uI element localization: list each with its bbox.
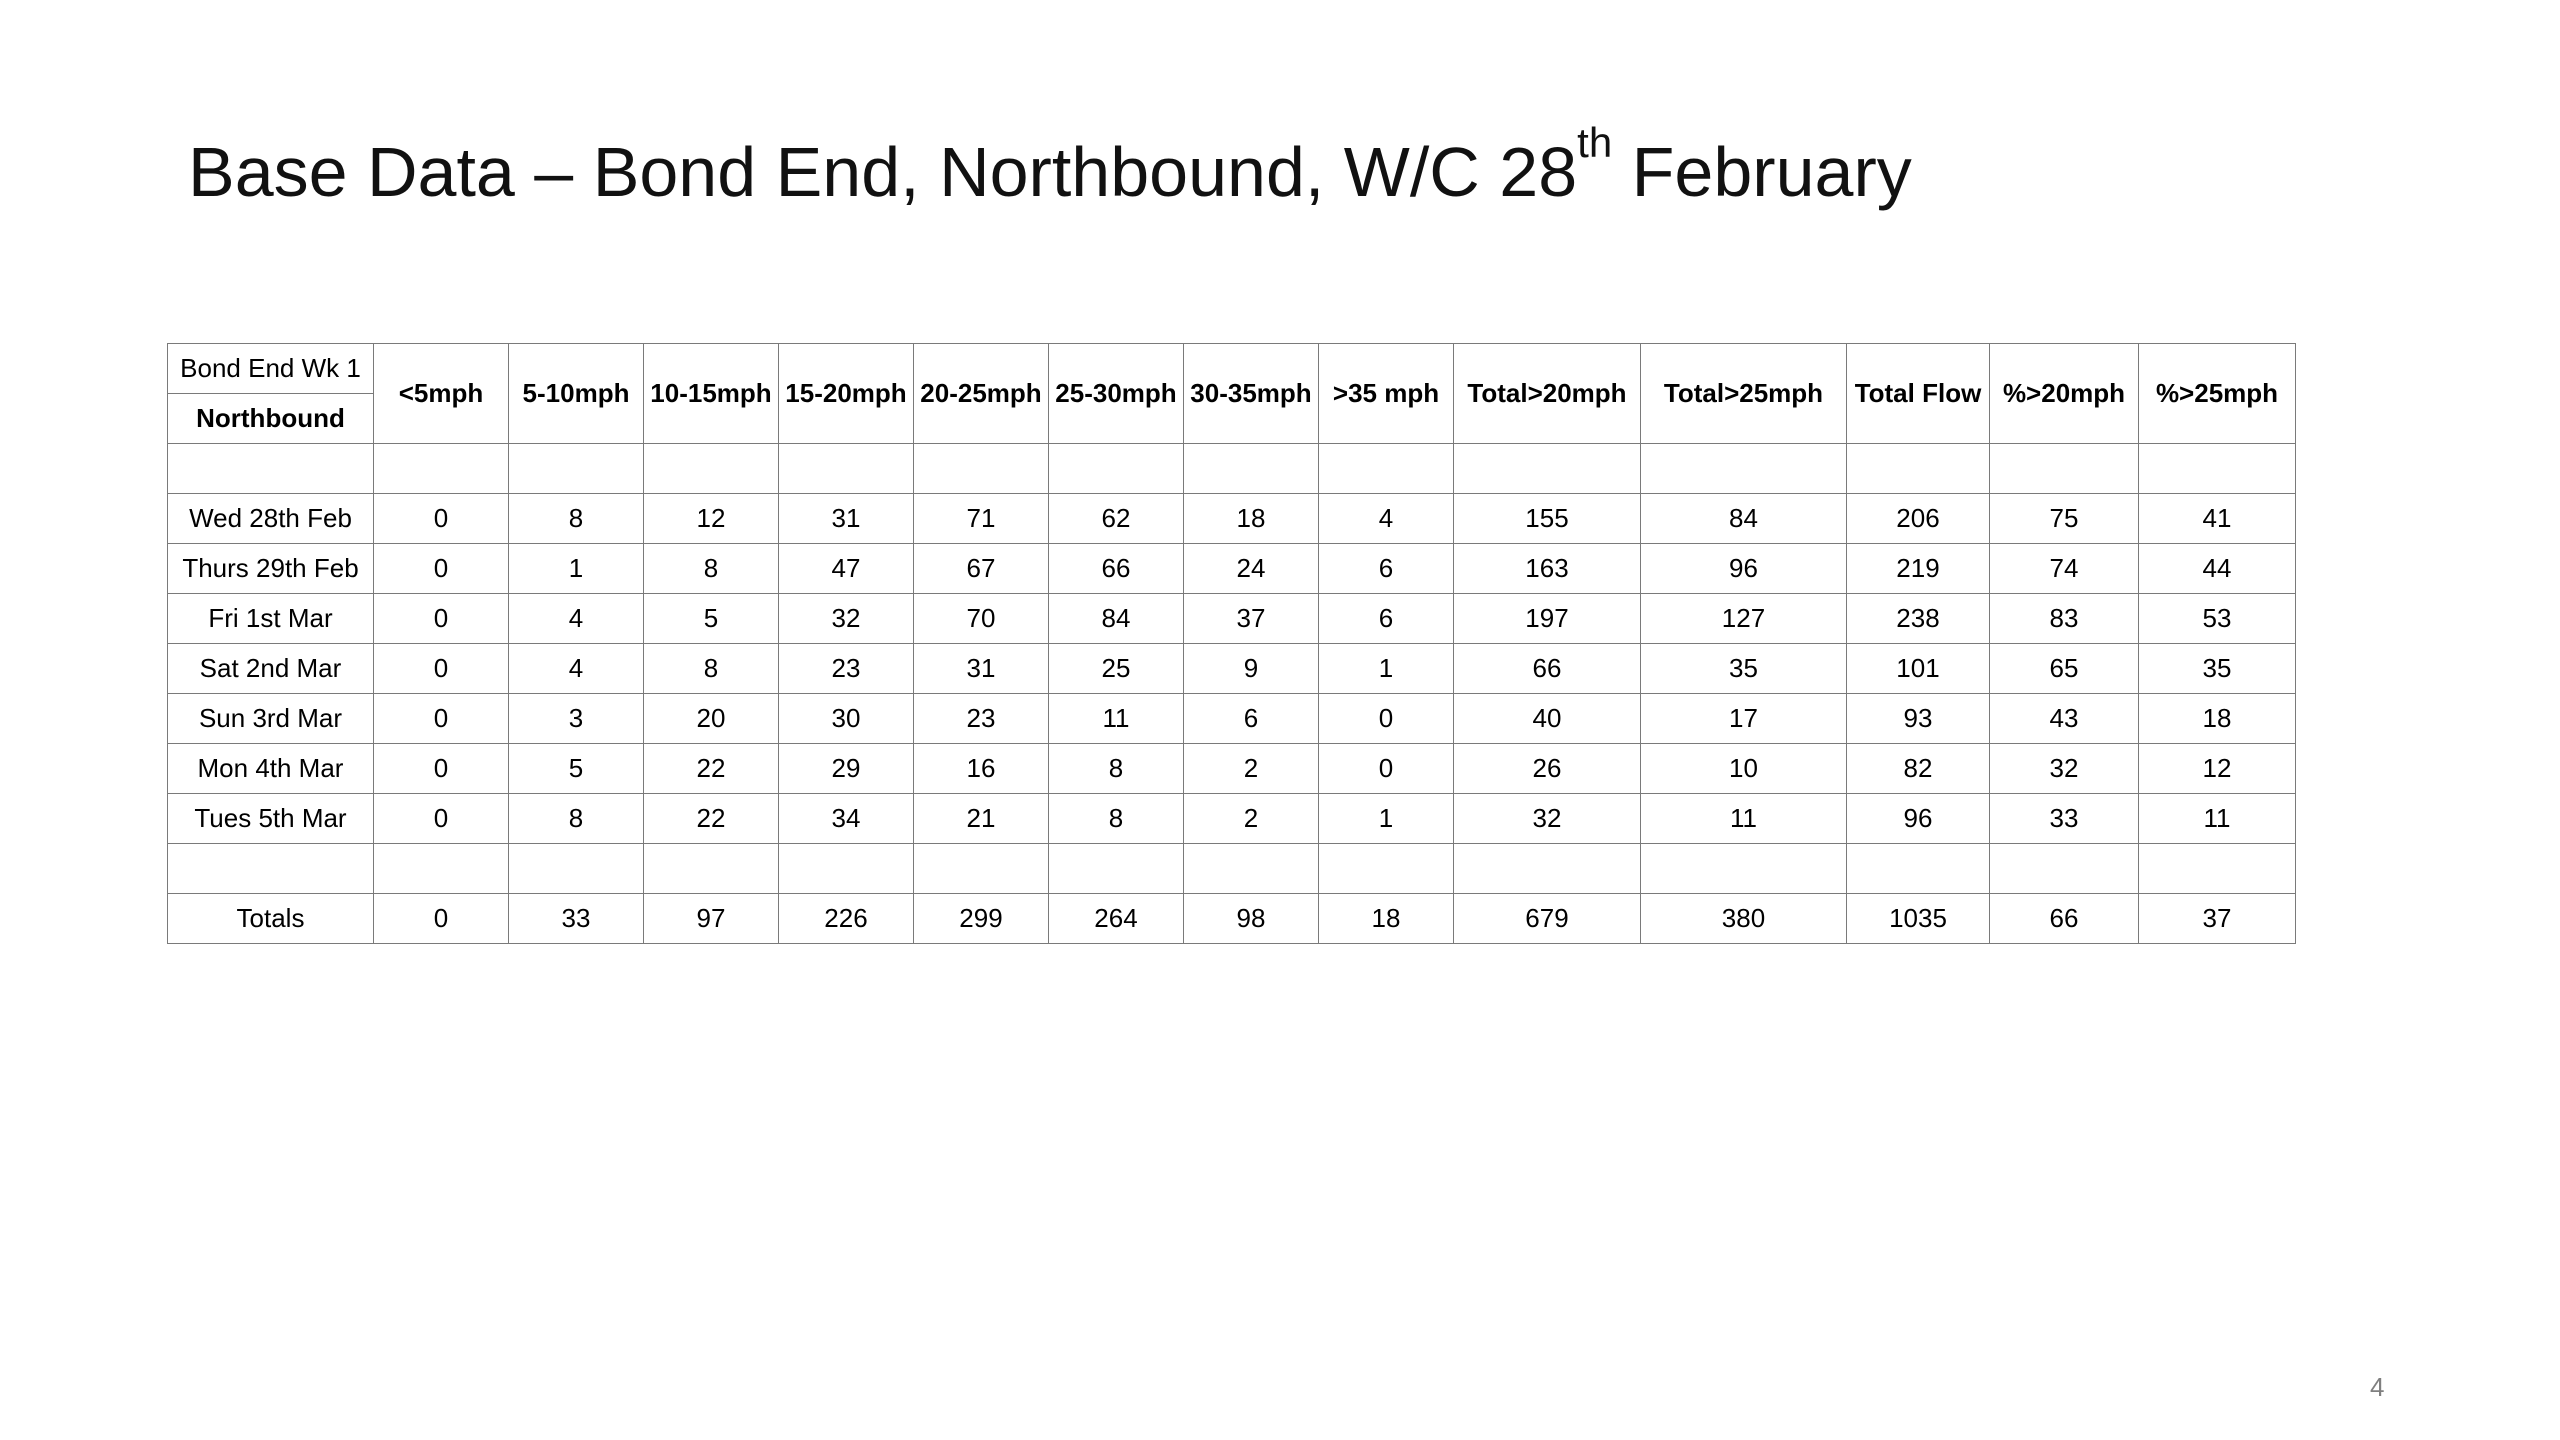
total-cell: 37 <box>2139 894 2296 944</box>
data-cell: 18 <box>1184 494 1319 544</box>
data-cell: 0 <box>374 594 509 644</box>
data-cell: 2 <box>1184 744 1319 794</box>
table-row <box>168 694 2296 744</box>
data-cell: 4 <box>509 644 644 694</box>
empty-cell <box>914 444 1049 494</box>
data-cell: 238 <box>1847 594 1990 644</box>
column-header: Total>25mph <box>1641 344 1847 444</box>
empty-cell <box>509 844 644 894</box>
table-footer <box>168 844 2296 944</box>
data-cell: 0 <box>1319 744 1454 794</box>
data-cell: 30 <box>779 694 914 744</box>
data-cell: 29 <box>779 744 914 794</box>
empty-cell <box>1641 844 1847 894</box>
data-cell: 75 <box>1990 494 2139 544</box>
data-cell: 82 <box>1847 744 1990 794</box>
table-header <box>168 344 2296 444</box>
data-cell: 37 <box>1184 594 1319 644</box>
column-header: Total Flow <box>1847 344 1990 444</box>
data-cell: 32 <box>779 594 914 644</box>
data-cell: 219 <box>1847 544 1990 594</box>
total-cell: 33 <box>509 894 644 944</box>
total-cell: 679 <box>1454 894 1641 944</box>
data-cell: 2 <box>1184 794 1319 844</box>
empty-cell <box>1641 444 1847 494</box>
data-cell: 21 <box>914 794 1049 844</box>
total-cell: 264 <box>1049 894 1184 944</box>
data-cell: 23 <box>779 644 914 694</box>
empty-cell <box>1184 444 1319 494</box>
table-row <box>168 644 2296 694</box>
empty-cell <box>644 444 779 494</box>
row-label: Tues 5th Mar <box>168 794 374 844</box>
column-header: 20-25mph <box>914 344 1049 444</box>
column-header: 15-20mph <box>779 344 914 444</box>
empty-cell <box>779 844 914 894</box>
data-cell: 26 <box>1454 744 1641 794</box>
column-header: %>20mph <box>1990 344 2139 444</box>
data-cell: 17 <box>1641 694 1847 744</box>
data-cell: 44 <box>2139 544 2296 594</box>
empty-cell <box>1319 444 1454 494</box>
data-cell: 5 <box>509 744 644 794</box>
table-row <box>168 594 2296 644</box>
data-cell: 31 <box>779 494 914 544</box>
data-cell: 35 <box>1641 644 1847 694</box>
data-rows <box>168 494 2296 844</box>
spacer-row <box>168 444 2296 494</box>
empty-cell <box>1847 444 1990 494</box>
empty-cell <box>1049 844 1184 894</box>
total-cell: 97 <box>644 894 779 944</box>
row-label: Wed 28th Feb <box>168 494 374 544</box>
data-cell: 0 <box>374 494 509 544</box>
data-cell: 70 <box>914 594 1049 644</box>
total-cell: 299 <box>914 894 1049 944</box>
data-cell: 43 <box>1990 694 2139 744</box>
data-cell: 32 <box>1454 794 1641 844</box>
title-suffix: February <box>1612 133 1912 211</box>
data-cell: 33 <box>1990 794 2139 844</box>
data-cell: 96 <box>1641 544 1847 594</box>
row-label: Sat 2nd Mar <box>168 644 374 694</box>
total-cell: 226 <box>779 894 914 944</box>
column-header: 5-10mph <box>509 344 644 444</box>
data-cell: 18 <box>2139 694 2296 744</box>
row-label: Thurs 29th Feb <box>168 544 374 594</box>
data-cell: 0 <box>1319 694 1454 744</box>
column-header: Total>20mph <box>1454 344 1641 444</box>
data-cell: 101 <box>1847 644 1990 694</box>
speed-data-table <box>167 343 2296 944</box>
data-cell: 96 <box>1847 794 1990 844</box>
data-cell: 11 <box>1641 794 1847 844</box>
total-cell: 1035 <box>1847 894 1990 944</box>
data-cell: 66 <box>1049 544 1184 594</box>
data-cell: 8 <box>509 794 644 844</box>
column-header: %>25mph <box>2139 344 2296 444</box>
table-row <box>168 544 2296 594</box>
empty-cell <box>374 444 509 494</box>
empty-cell <box>1184 844 1319 894</box>
data-cell: 23 <box>914 694 1049 744</box>
data-cell: 10 <box>1641 744 1847 794</box>
row-label: Sun 3rd Mar <box>168 694 374 744</box>
data-cell: 8 <box>644 644 779 694</box>
data-cell: 62 <box>1049 494 1184 544</box>
data-cell: 3 <box>509 694 644 744</box>
data-cell: 4 <box>509 594 644 644</box>
empty-cell <box>644 844 779 894</box>
data-cell: 16 <box>914 744 1049 794</box>
data-cell: 197 <box>1454 594 1641 644</box>
empty-cell <box>1990 844 2139 894</box>
data-cell: 127 <box>1641 594 1847 644</box>
data-cell: 6 <box>1319 544 1454 594</box>
column-header: 10-15mph <box>644 344 779 444</box>
empty-cell <box>168 444 374 494</box>
data-cell: 67 <box>914 544 1049 594</box>
data-cell: 155 <box>1454 494 1641 544</box>
data-cell: 6 <box>1184 694 1319 744</box>
data-cell: 1 <box>1319 794 1454 844</box>
data-cell: 163 <box>1454 544 1641 594</box>
slide-title <box>188 119 1912 216</box>
column-header: >35 mph <box>1319 344 1454 444</box>
title-main: Base Data – Bond End, Northbound, W/C 28 <box>188 133 1578 211</box>
data-cell: 8 <box>644 544 779 594</box>
column-header: <5mph <box>374 344 509 444</box>
total-cell: 380 <box>1641 894 1847 944</box>
data-cell: 0 <box>374 794 509 844</box>
empty-cell <box>2139 844 2296 894</box>
empty-cell <box>914 844 1049 894</box>
data-cell: 74 <box>1990 544 2139 594</box>
data-cell: 4 <box>1319 494 1454 544</box>
table-body <box>168 444 2296 494</box>
data-cell: 22 <box>644 794 779 844</box>
row-label-header-line2: Northbound <box>168 394 374 444</box>
data-cell: 84 <box>1641 494 1847 544</box>
totals-row <box>168 894 2296 944</box>
data-cell: 11 <box>1049 694 1184 744</box>
data-cell: 12 <box>644 494 779 544</box>
title-superscript: th <box>1577 119 1613 166</box>
empty-cell <box>1990 444 2139 494</box>
data-cell: 8 <box>509 494 644 544</box>
empty-cell <box>1049 444 1184 494</box>
data-cell: 0 <box>374 694 509 744</box>
column-header: 30-35mph <box>1184 344 1319 444</box>
row-label: Mon 4th Mar <box>168 744 374 794</box>
data-cell: 12 <box>2139 744 2296 794</box>
data-cell: 31 <box>914 644 1049 694</box>
data-cell: 71 <box>914 494 1049 544</box>
data-cell: 8 <box>1049 744 1184 794</box>
data-cell: 8 <box>1049 794 1184 844</box>
row-label: Fri 1st Mar <box>168 594 374 644</box>
data-cell: 25 <box>1049 644 1184 694</box>
data-cell: 6 <box>1319 594 1454 644</box>
data-cell: 0 <box>374 544 509 594</box>
empty-cell <box>374 844 509 894</box>
row-label-header-line1: Bond End Wk 1 <box>168 344 374 394</box>
total-cell: 98 <box>1184 894 1319 944</box>
data-cell: 22 <box>644 744 779 794</box>
data-cell: 40 <box>1454 694 1641 744</box>
data-cell: 34 <box>779 794 914 844</box>
data-cell: 0 <box>374 744 509 794</box>
total-cell: 18 <box>1319 894 1454 944</box>
data-cell: 20 <box>644 694 779 744</box>
totals-label: Totals <box>168 894 374 944</box>
data-cell: 66 <box>1454 644 1641 694</box>
header-row <box>168 344 2296 394</box>
data-cell: 206 <box>1847 494 1990 544</box>
data-cell: 41 <box>2139 494 2296 544</box>
empty-cell <box>509 444 644 494</box>
data-cell: 93 <box>1847 694 1990 744</box>
spacer-row <box>168 844 2296 894</box>
data-cell: 1 <box>509 544 644 594</box>
column-header: 25-30mph <box>1049 344 1184 444</box>
data-cell: 35 <box>2139 644 2296 694</box>
data-cell: 83 <box>1990 594 2139 644</box>
data-cell: 0 <box>374 644 509 694</box>
empty-cell <box>1319 844 1454 894</box>
total-cell: 0 <box>374 894 509 944</box>
data-cell: 11 <box>2139 794 2296 844</box>
empty-cell <box>168 844 374 894</box>
table-row <box>168 494 2296 544</box>
empty-cell <box>779 444 914 494</box>
empty-cell <box>1454 844 1641 894</box>
total-cell: 66 <box>1990 894 2139 944</box>
empty-cell <box>1847 844 1990 894</box>
data-cell: 32 <box>1990 744 2139 794</box>
data-cell: 65 <box>1990 644 2139 694</box>
data-cell: 84 <box>1049 594 1184 644</box>
table-row <box>168 744 2296 794</box>
page-number: 4 <box>2370 1372 2385 1402</box>
empty-cell <box>1454 444 1641 494</box>
data-cell: 5 <box>644 594 779 644</box>
data-cell: 24 <box>1184 544 1319 594</box>
data-cell: 53 <box>2139 594 2296 644</box>
table-row <box>168 794 2296 844</box>
empty-cell <box>2139 444 2296 494</box>
data-cell: 9 <box>1184 644 1319 694</box>
data-cell: 1 <box>1319 644 1454 694</box>
data-cell: 47 <box>779 544 914 594</box>
